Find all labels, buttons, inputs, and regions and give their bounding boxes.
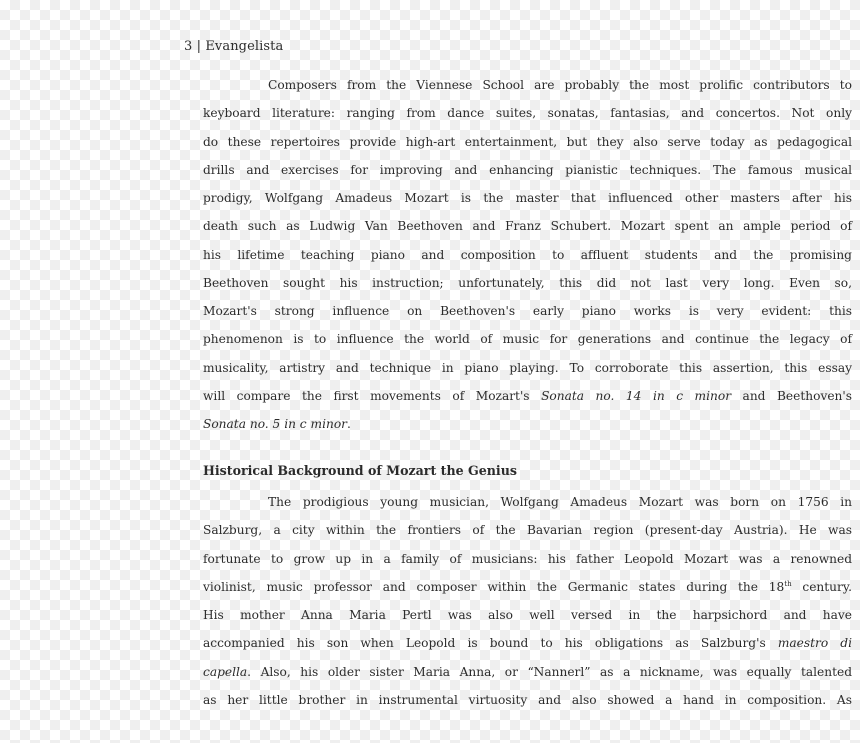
text-run: accompanied his son when Leopold is bound to his obligations as Salzburg's [203, 636, 778, 650]
text-line [203, 664, 852, 680]
ordinal-superscript: th [784, 580, 792, 588]
text-line: Composers from the Viennese School are probably the most prolific contributors to [268, 78, 852, 92]
text-line: phenomenon is to influence the world of music for generations and continue the legacy of [203, 332, 852, 346]
header-author: Evangelista [205, 39, 284, 54]
text-line: His mother Anna Maria Pertl was also well versed in the harpsichord and have [203, 608, 852, 622]
text-line: prodigy, Wolfgang Amadeus Mozart is the master that influenced other masters after his [203, 191, 852, 205]
section-heading: Historical Background of Mozart the Genius [203, 463, 517, 478]
text-line [203, 635, 852, 651]
text-line: do these repertoires provide high-art entertainment, but they also serve today as pedagogical [203, 135, 852, 149]
page-header [184, 39, 283, 54]
text-run: and Beethoven's [731, 389, 852, 403]
italic-term: maestro di [777, 636, 852, 650]
italic-term: capella [203, 665, 248, 679]
text-line: death such as Ludwig Van Beethoven and Franz Schubert. Mozart spent an ample period of [203, 219, 852, 233]
text-line [203, 388, 852, 404]
text-line: keyboard literature: ranging from dance suites, sonatas, fantasias, and concertos. Not only [203, 106, 852, 120]
work-title: Sonata no. 5 in c minor [203, 417, 347, 431]
text-line: Beethoven sought his instruction; unfortunately, this did not last very long. Even so, [203, 276, 852, 290]
text-run: century. [791, 580, 852, 594]
text-run: . [346, 417, 351, 431]
text-line [203, 579, 852, 595]
text-run: will compare the first movements of Mozart's [203, 389, 542, 403]
text-line: musicality, artistry and technique in piano playing. To corroborate this assertion, this essay [203, 361, 852, 375]
work-title: Sonata no. 14 in c minor [541, 389, 732, 403]
text-run: violinist, music professor and composer within the Germanic states during the 18 [203, 580, 785, 594]
text-line: drills and exercises for improving and enhancing pianistic techniques. The famous musical [203, 163, 852, 177]
text-line: Salzburg, a city within the frontiers of the Bavarian region (present-day Austria). He was [203, 523, 852, 537]
text-line: Mozart's strong influence on Beethoven's early piano works is very evident: this [203, 304, 852, 318]
header-separator: | [196, 39, 202, 54]
text-line: The prodigious young musician, Wolfgang Amadeus Mozart was born on 1756 in [268, 495, 852, 509]
page-number: 3 [184, 39, 193, 54]
text-run: . Also, his older sister Maria Anna, or “Nannerl” as a nickname, was equally talented [247, 665, 852, 679]
text-line [203, 416, 351, 432]
text-line: his lifetime teaching piano and composition to affluent students and the promising [203, 248, 852, 262]
text-line: as her little brother in instrumental virtuosity and also showed a hand in composition. As [203, 693, 852, 707]
text-line: fortunate to grow up in a family of musicians: his father Leopold Mozart was a renowned [203, 552, 852, 566]
